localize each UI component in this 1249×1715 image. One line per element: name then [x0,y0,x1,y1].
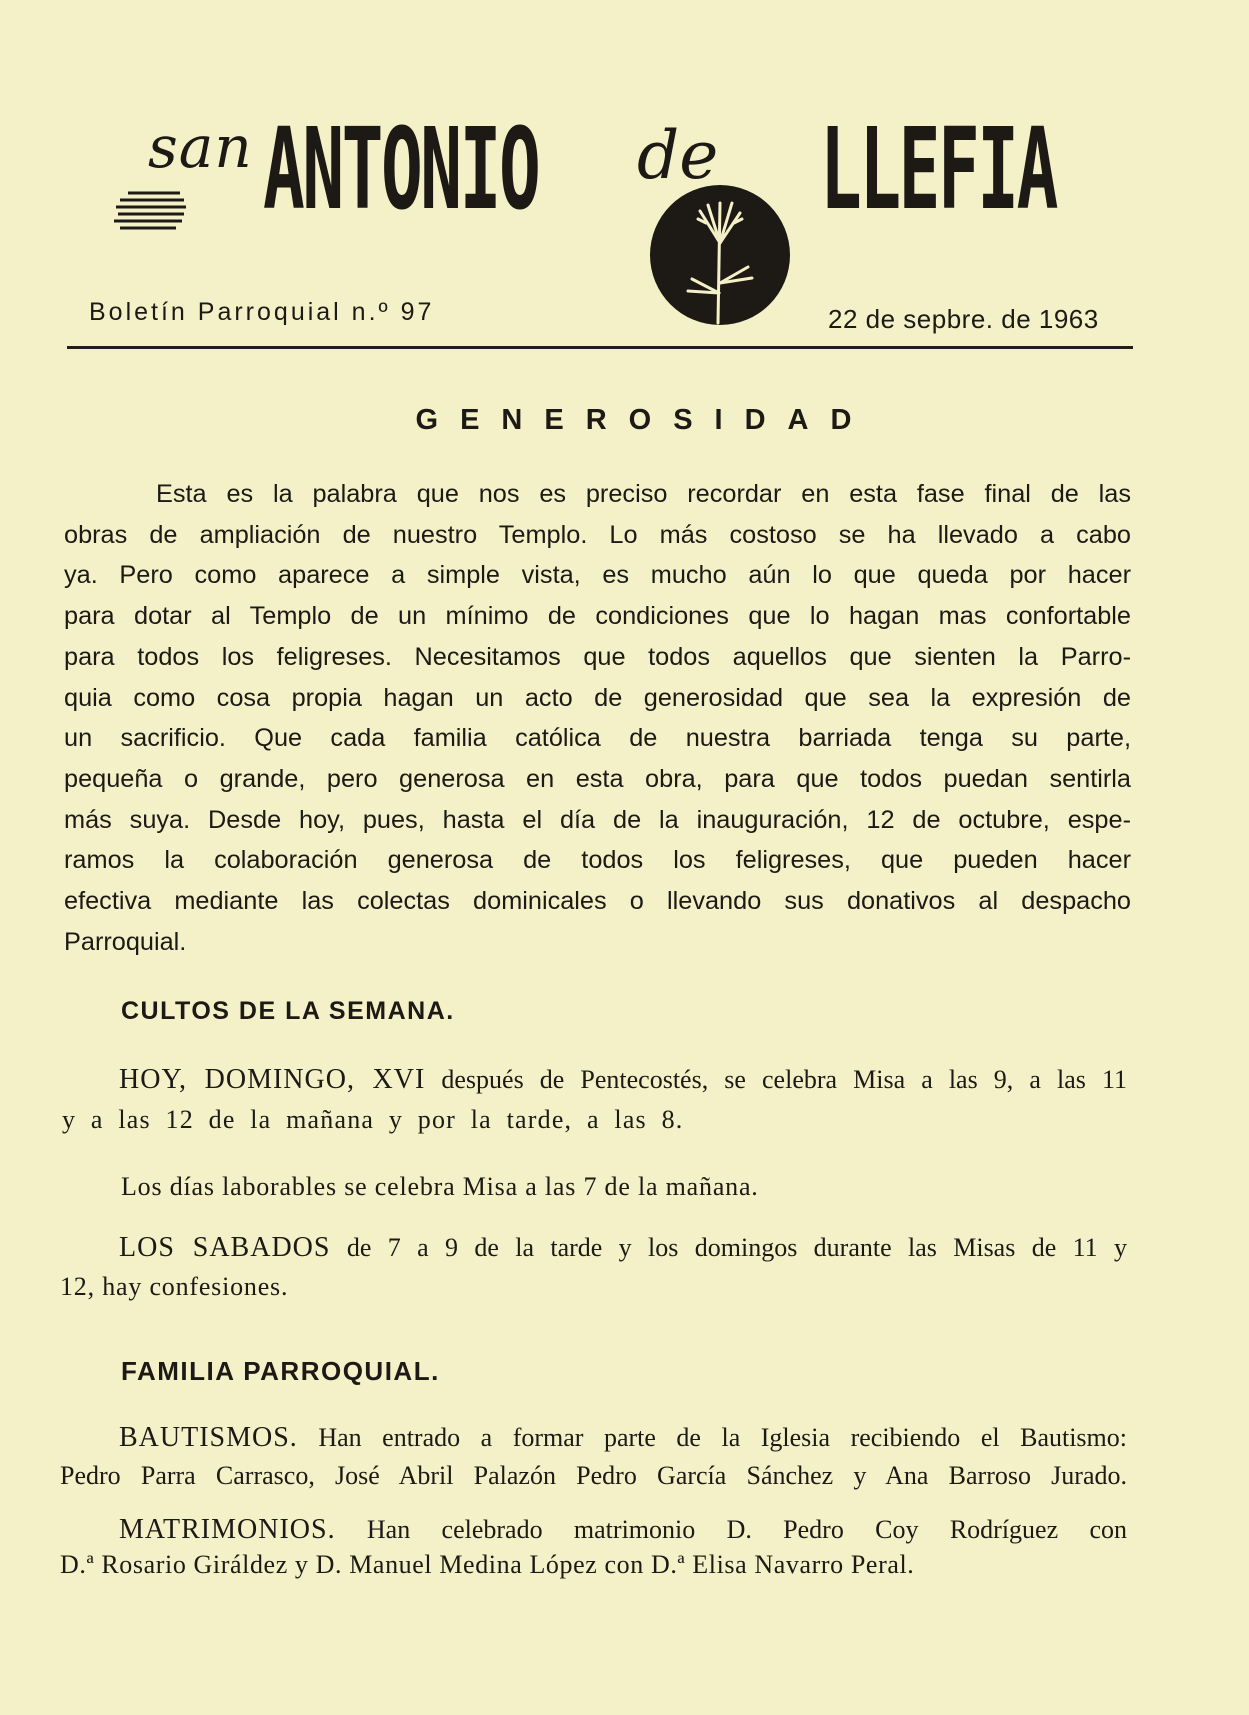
cultos-p3-cap: LOS SABADOS [119,1232,331,1263]
article-title: GENEROSIDAD [415,404,874,436]
article-line: Esta es la palabra que nos es preciso recordar en esta fase final de las [156,480,1131,508]
cultos-p1-line2: y a las 12 de la mañana y por la tarde, a las 8. [62,1105,684,1134]
article-body [64,474,1131,962]
palm-seal-icon [648,183,793,328]
article-line: ramos la colaboración generosa de todos los feligreses, que pueden hacer [64,846,1131,875]
cultos-p1-line1 [119,1064,1127,1096]
masthead-san: san [148,113,253,181]
cultos-p3-text: de 7 a 9 de la tarde y los domingos durante las Misas de 11 y [346,1233,1127,1262]
bulletin-subtitle: Boletín Parroquial n.º 97 [89,298,435,326]
matrimonios-text: Han celebrado matrimonio D. Pedro Coy Rodríguez con [366,1515,1127,1544]
masthead-llefia: LLEFIA [820,105,1056,235]
article-line: un sacrificio. Que cada familia católica de nuestra barriada tenga su parte, [64,724,1131,753]
article-line: para dotar al Templo de un mínimo de condiciones que lo hagan mas confortable [64,602,1131,631]
cultos-p1-cap: HOY, DOMINGO, XVI [119,1064,426,1095]
article-line: ya. Pero como aparece a simple vista, es mucho aún lo que queda por hacer [64,561,1131,590]
article-line: Parroquial. [64,927,187,956]
article-line: pequeña o grande, pero generosa en esta obra, para que todos puedan sentirla [64,764,1131,793]
cultos-heading: CULTOS DE LA SEMANA. [121,997,455,1025]
hatch-ornament [110,187,190,235]
bulletin-date: 22 de sepbre. de 1963 [828,304,1099,334]
article-line: para todos los feligreses. Necesitamos que todos aquellos que sienten la Parro- [64,642,1131,671]
cultos-p3-line2: 12, hay confesiones. [60,1272,289,1301]
bautismos-text: Han entrado a formar parte de la Iglesia recibiendo el Bautismo: [318,1423,1127,1452]
article-line: obras de ampliación de nuestro Templo. Lo más costoso se ha llevado a cabo [64,520,1131,549]
cultos-p1-text: después de Pentecostés, se celebra Misa a las 9, a las 11 [441,1065,1127,1094]
familia-heading: FAMILIA PARROQUIAL. [121,1356,440,1386]
cultos-p3-line1 [119,1232,1127,1264]
article-line: más suya. Desde hoy, pues, hasta el día de la inauguración, 12 de octubre, espe- [64,805,1131,834]
article-line: efectiva mediante las colectas dominicales o llevando sus donativos al despacho [64,887,1131,916]
bautismos-line1 [119,1422,1127,1454]
bautismos-line2: Pedro Parra Carrasco, José Abril Palazón Pedro García Sánchez y Ana Barroso Jurado. [60,1461,1127,1490]
masthead-de: de [637,117,719,194]
masthead-antonio: ANTONIO [263,105,539,235]
article-line: quia como cosa propia hagan un acto de generosidad que sea la expresión de [64,683,1131,712]
cultos-p2: Los días laborables se celebra Misa a las 7 de la mañana. [121,1172,759,1201]
masthead [60,95,1150,325]
bautismos-cap: BAUTISMOS. [119,1422,298,1453]
matrimonios-cap: MATRIMONIOS. [119,1514,336,1545]
matrimonios-line2: D.ª Rosario Giráldez y D. Manuel Medina López con D.ª Elisa Navarro Peral. [60,1550,915,1579]
matrimonios-line1 [119,1514,1127,1546]
header-divider [67,346,1133,349]
